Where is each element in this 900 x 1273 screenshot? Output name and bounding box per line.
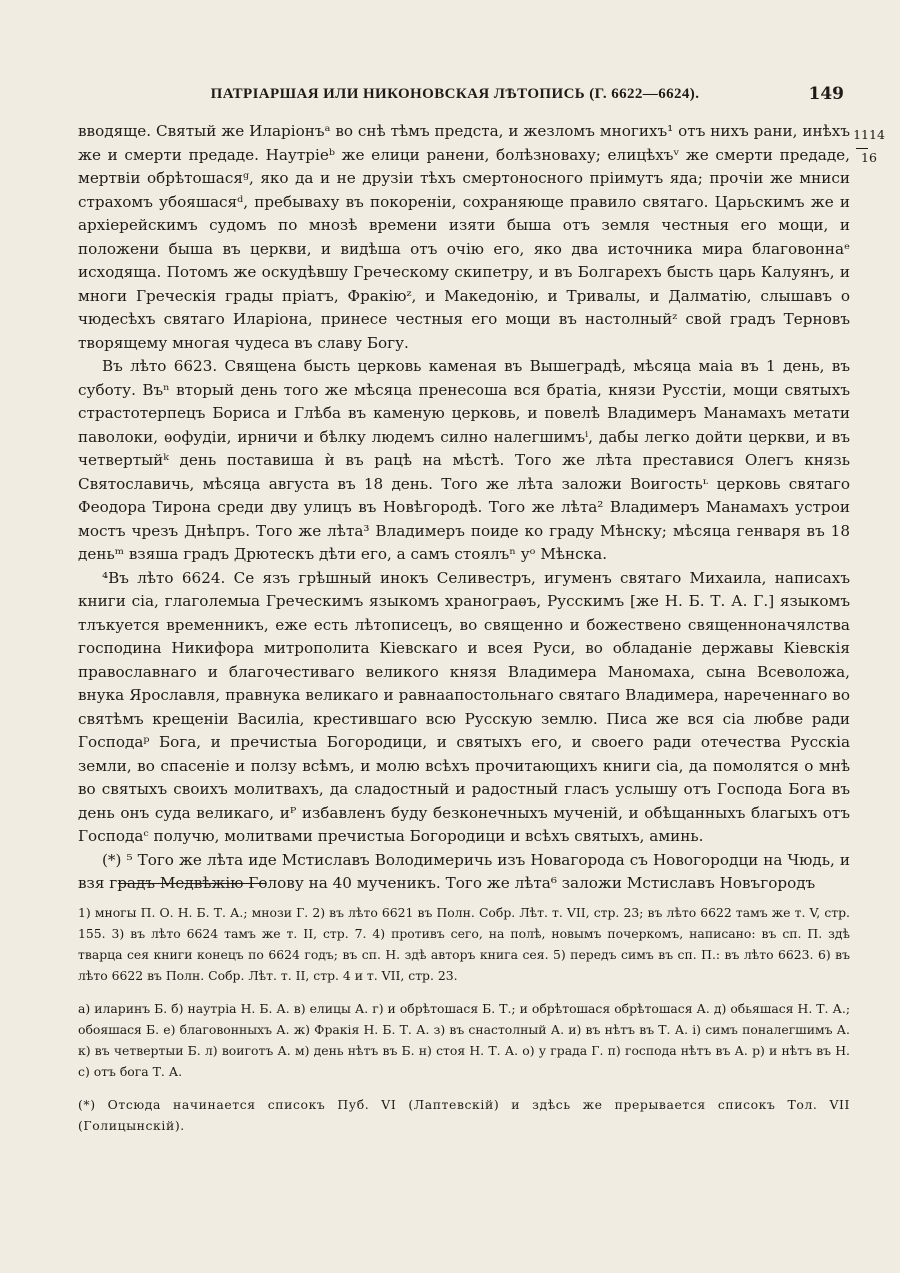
- footnotes: [78, 902, 850, 1146]
- main-text: [78, 120, 850, 896]
- paragraph-3: ⁴Въ лѣто 6624. Се язъ грѣшный инокъ Селивестръ, игуменъ святаго Михаила, написахъ книги сіа, глаголемыа Греческимъ языкомъ хранограѳъ, Русскимъ [же Н. Б. Т. А. Г.] языкомъ тлъкуется временникъ, еже есть лѣтописецъ, во священно и божествено священноначялства господина Никифора митрополита Кіевскаго и всея Руси, во обладаніе державы Кіевскія православнаго и благочестиваго великого князя Владимера Маномаха, сына Всеволожа, внука Ярославля, правнука великаго и равнаапостольнаго святаго Владимера, нареченнаго во святѣмъ крещеніи Василіа, крестившаго всю Русскую землю. Писа же вся сіа любве ради Господаᵖ Бога, и пречистыа Богородици, и святыхъ его, и своего ради отечества Русскіа земли, во спасеніе и ползу всѣмъ, и молю всѣхъ прочитающихъ книги сіа, да помолятся о мнѣ во святыхъ своихъ молитвахъ, да сладостный и радостный гласъ услышу отъ Господа Бога въ день онъ суда великаго, иᴾ избавленъ буду безконечныхъ мученій, и обѣщанныхъ благыхъ отъ Господаᶜ получю, молитвами пречистыа Богородици и всѣхъ святыхъ, аминь.: [78, 568, 850, 845]
- page-header: [60, 86, 850, 110]
- numbered-footnotes: 1) многы П. О. Н. Б. Т. А.; мнози Г. 2) въ лѣто 6621 въ Полн. Собр. Лѣт. т. VII, стр. 23; въ лѣто 6622 тамъ же т. V, стр. 155. 3) въ лѣто 6624 тамъ же т. II, стр. 7. 4) противъ сего, на полѣ, новымъ почеркомъ, написано: въ сп. П. здѣ тварца сея книги конецъ по 6624 годъ; въ сп. Н. здѣ авторъ книга сея. 5) передъ симъ въ сп. П.: въ лѣто 6623. 6) въ лѣто 6622 въ Полн. Собр. Лѣт. т. II, стр. 4 и т. VII, стр. 23.: [78, 905, 850, 983]
- footnote-separator: [118, 883, 266, 884]
- margin-year-bottom: 16: [861, 150, 877, 165]
- paragraph-2: Въ лѣто 6623. Священа бысть церковь каменая въ Вышеградѣ, мѣсяца маіа въ 1 день, въ суботу. Въⁿ вторый день того же мѣсяца пренесоша вся братіа, князи Русстіи, мощи святыхъ страстотерпецъ Бориса и Глѣба въ каменую церковь, и повелѣ Владимеръ Манамахъ метати паволоки, ѳофудіи, ирничи и бѣлку людемъ силно налегшимъⁱ, дабы легко дойти церкви, и въ четвертыйᵏ день поставиша ѝ въ рацѣ на мѣстѣ. Того же лѣта преставися Олегъ князь Святославичь, мѣсяца августа въ 18 день. Того же лѣта заложи Воигостьᶫ церковь святаго Феодора Тирона среди дву улицъ въ Новѣгородѣ. Того же лѣта² Владимеръ Манамахъ устрои мостъ чрезъ Днѣпръ. Того же лѣта³ Владимеръ поиде ко граду Мѣнску; мѣсяца генваря въ 18 деньᵐ взяша градъ Дрютескъ дѣти его, а самъ стоялъⁿ уᵒ Мѣнска.: [78, 357, 850, 563]
- editorial-remark: (*) Отсюда начинается списокъ Пуб. VI (Лаптевскій) и здѣсь же прерывается списокъ Тол. VII (Голицынскій).: [78, 1097, 850, 1133]
- paragraph-4: (*) ⁵ Того же лѣта иде Мстиславъ Володимеричь изъ Новагорода съ Новогородци на Чюдь, и взя градъ Медвѣжію Голову на 40 мученикъ. Того же лѣта⁶ заложи Мстиславъ Новъгородъ: [78, 850, 850, 892]
- margin-year-note: [852, 126, 886, 167]
- margin-year-top: 1114: [853, 127, 885, 142]
- page-number: 149: [808, 84, 844, 104]
- paragraph-1: вводяще. Святый же Иларіонъᵃ во снѣ тѣмъ предста, и жезломъ многихъ¹ отъ нихъ рани, инѣхъ же и смерти предаде. Наутріеᵇ же елици ранени, болѣзноваху; елицѣхъᵛ же смерти предаде, мертвіи обрѣтошасяᵍ, яко да и не друзіи тѣхъ смертоносного пріимутъ яда; прочіи же мниси страхомъ убояшасяᵈ, пребываху въ покореніи, сохраняюще правило святаго. Царьскимъ же и архіерейскимъ судомъ по мнозѣ времени изяти быша отъ земля честныя его мощи, и положени быша въ церкви, и видѣша отъ очію его, яко два источника мира благовоннаᵉ исходяща. Потомъ же оскудѣвшу Греческому скипетру, и въ Болгарехъ бысть царь Калуянъ, и многи Греческія грады пріатъ, Фракіюᶻ, и Македонію, и Тривалы, и Далматію, слышавъ о чюдесѣхъ святаго Иларіона, принесе честныя его мощи въ настолныйᶻ свой градъ Терновъ творящему многая чудеса въ славу Богу.: [78, 122, 850, 352]
- lettered-variants: а) иларинъ Б. б) наутріа Н. Б. А. в) елицы А. г) и обрѣтошася Б. Т.; и обрѣтошася обрѣтошася А. д) обьяшася Н. Т. А.; обояшася Б. е) благовонныхъ А. ж) Фракія Н. Б. Т. А. з) въ снастолный А. и) въ нѣтъ въ Т. А. і) симъ поналегшимъ А. к) въ четвертыи Б. л) воиготъ А. м) день нѣтъ въ Б. н) стоя Н. Т. А. о) у града Г. п) господа нѣтъ въ А. р) и нѣтъ въ Н. с) отъ бога Т. А.: [78, 1001, 850, 1079]
- running-title: ПАТРІАРШАЯ ИЛИ НИКОНОВСКАЯ ЛѢТОПИСЬ (Г. 6622—6624).: [210, 86, 700, 102]
